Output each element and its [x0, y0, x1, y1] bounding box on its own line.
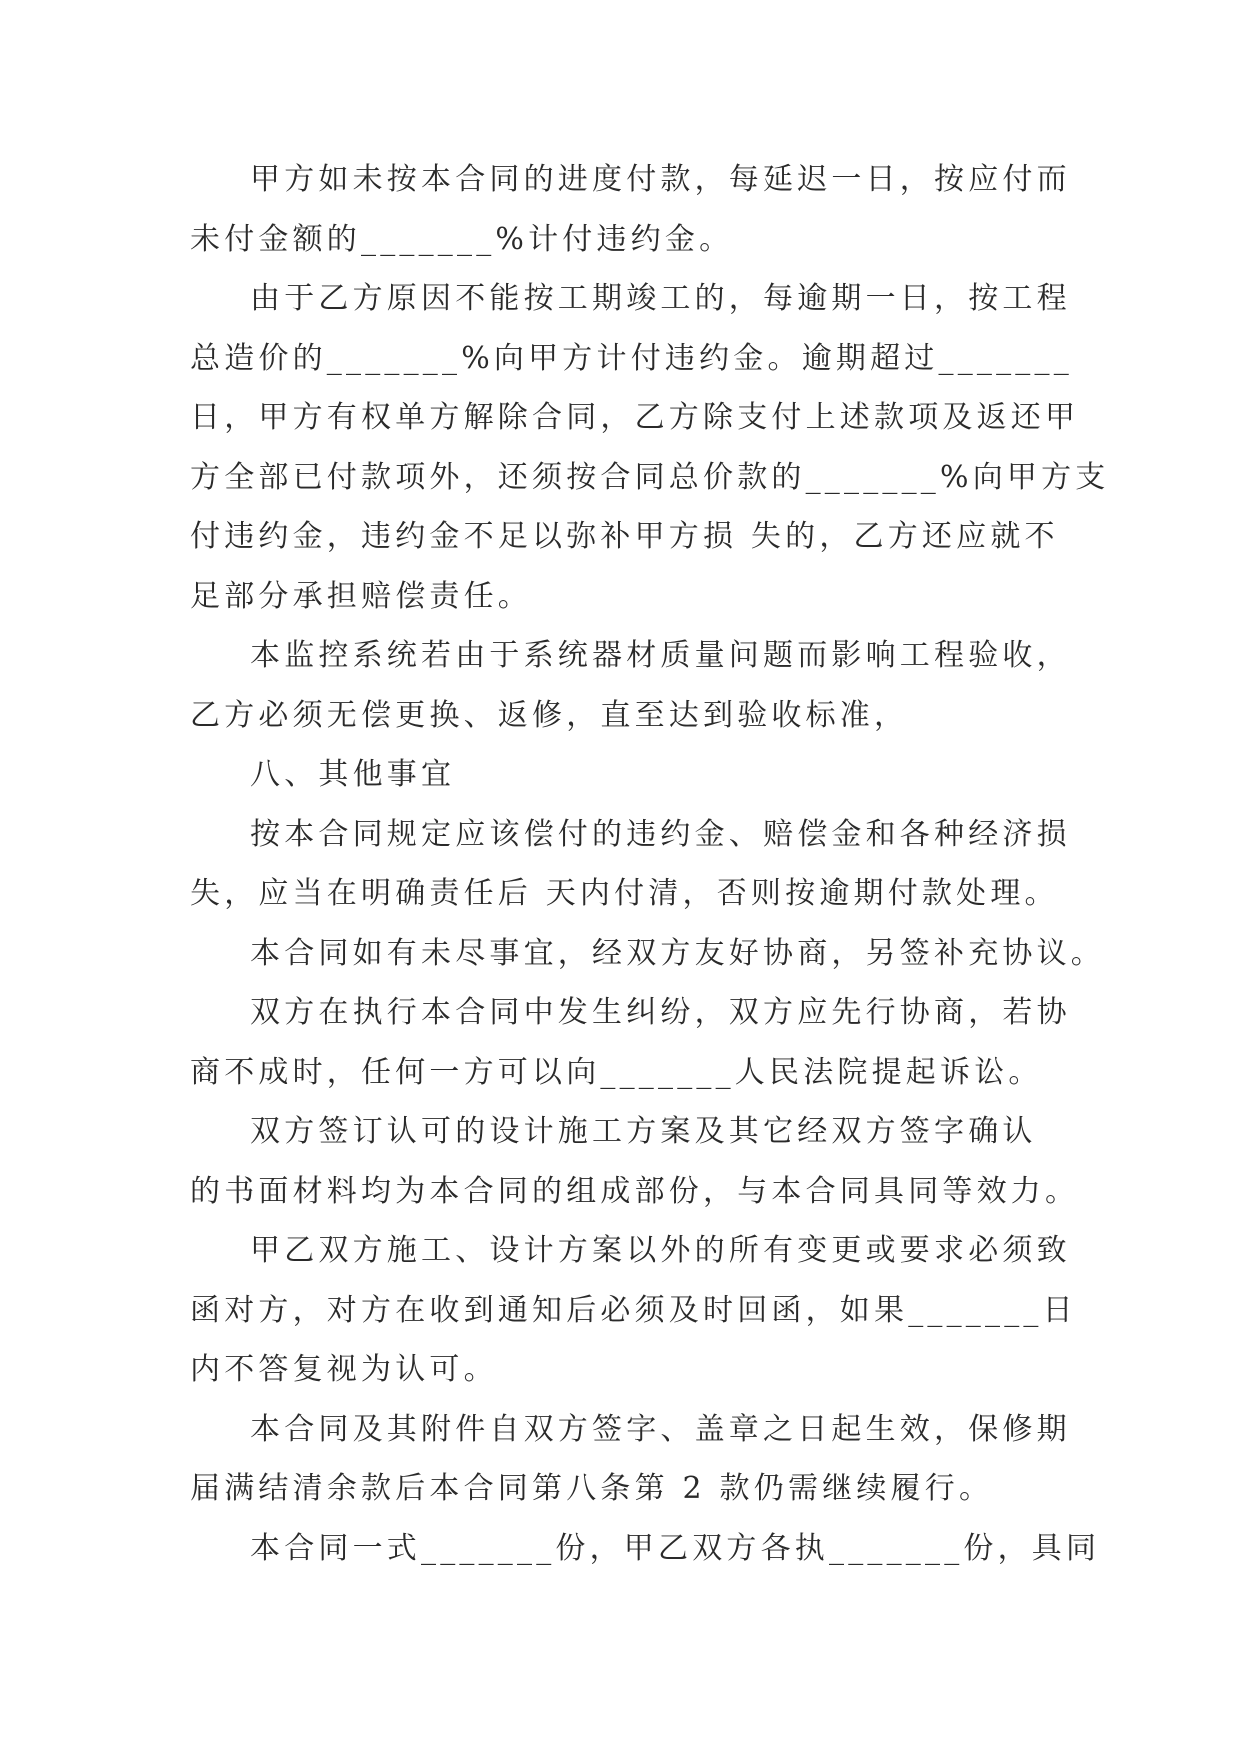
text-line: 未付金额的_______%计付违约金。 — [190, 221, 734, 257]
text-line: 本合同一式_______份，甲乙双方各执_______份，具同 — [250, 1530, 1101, 1566]
document-body — [190, 150, 1110, 1578]
text-line: 失，应当在明确责任后 天内付清，否则按逾期付款处理。 — [190, 876, 1059, 911]
text-line: 届满结清余款后本合同第八条第 2 款仍需继续履行。 — [190, 1471, 994, 1506]
text-line: 乙方必须无偿更换、返修，直至达到验收标准， — [190, 697, 909, 733]
text-line: 由于乙方原因不能按工期竣工的，每逾期一日，按工程 — [250, 281, 1071, 316]
text-line: 方全部已付款项外，还须按合同总价款的_______%向甲方支 — [190, 459, 1110, 495]
text-line: 的书面材料均为本合同的组成部份，与本合同具同等效力。 — [190, 1173, 1080, 1209]
text-line: 本合同及其附件自双方签字、盖章之日起生效，保修期 — [250, 1411, 1071, 1447]
text-line: 甲乙双方施工、设计方案以外的所有变更或要求必须致 — [250, 1233, 1071, 1268]
text-line: 本监控系统若由于系统器材质量问题而影响工程验收， — [250, 638, 1071, 673]
text-line: 内不答复视为认可。 — [190, 1352, 498, 1387]
text-line: 函对方，对方在收到通知后必须及时回函，如果_______日 — [190, 1292, 1077, 1328]
text-line: 总造价的_______%向甲方计付违约金。逾期超过_______ — [190, 340, 1073, 376]
text-line: 足部分承担赔偿责任。 — [190, 578, 532, 614]
text-line: 付违约金，违约金不足以弥补甲方损 失的，乙方还应就不 — [190, 519, 1059, 554]
text-line: 日，甲方有权单方解除合同，乙方除支付上述款项及返还甲 — [190, 400, 1080, 435]
section-heading: 八、其他事宜 — [250, 757, 456, 792]
text-line: 本合同如有未尽事宜，经双方友好协商，另签补充协议。 — [250, 935, 1105, 971]
text-line: 按本合同规定应该偿付的违约金、赔偿金和各种经济损 — [250, 816, 1071, 852]
text-line: 双方在执行本合同中发生纠纷，双方应先行协商，若协 — [250, 995, 1071, 1030]
text-line: 双方签订认可的设计施工方案及其它经双方签字确认 — [250, 1114, 1037, 1149]
text-line: 商不成时，任何一方可以向_______人民法院提起诉讼。 — [190, 1054, 1043, 1090]
text-line: 甲方如未按本合同的进度付款，每延迟一日，按应付而 — [250, 162, 1071, 197]
